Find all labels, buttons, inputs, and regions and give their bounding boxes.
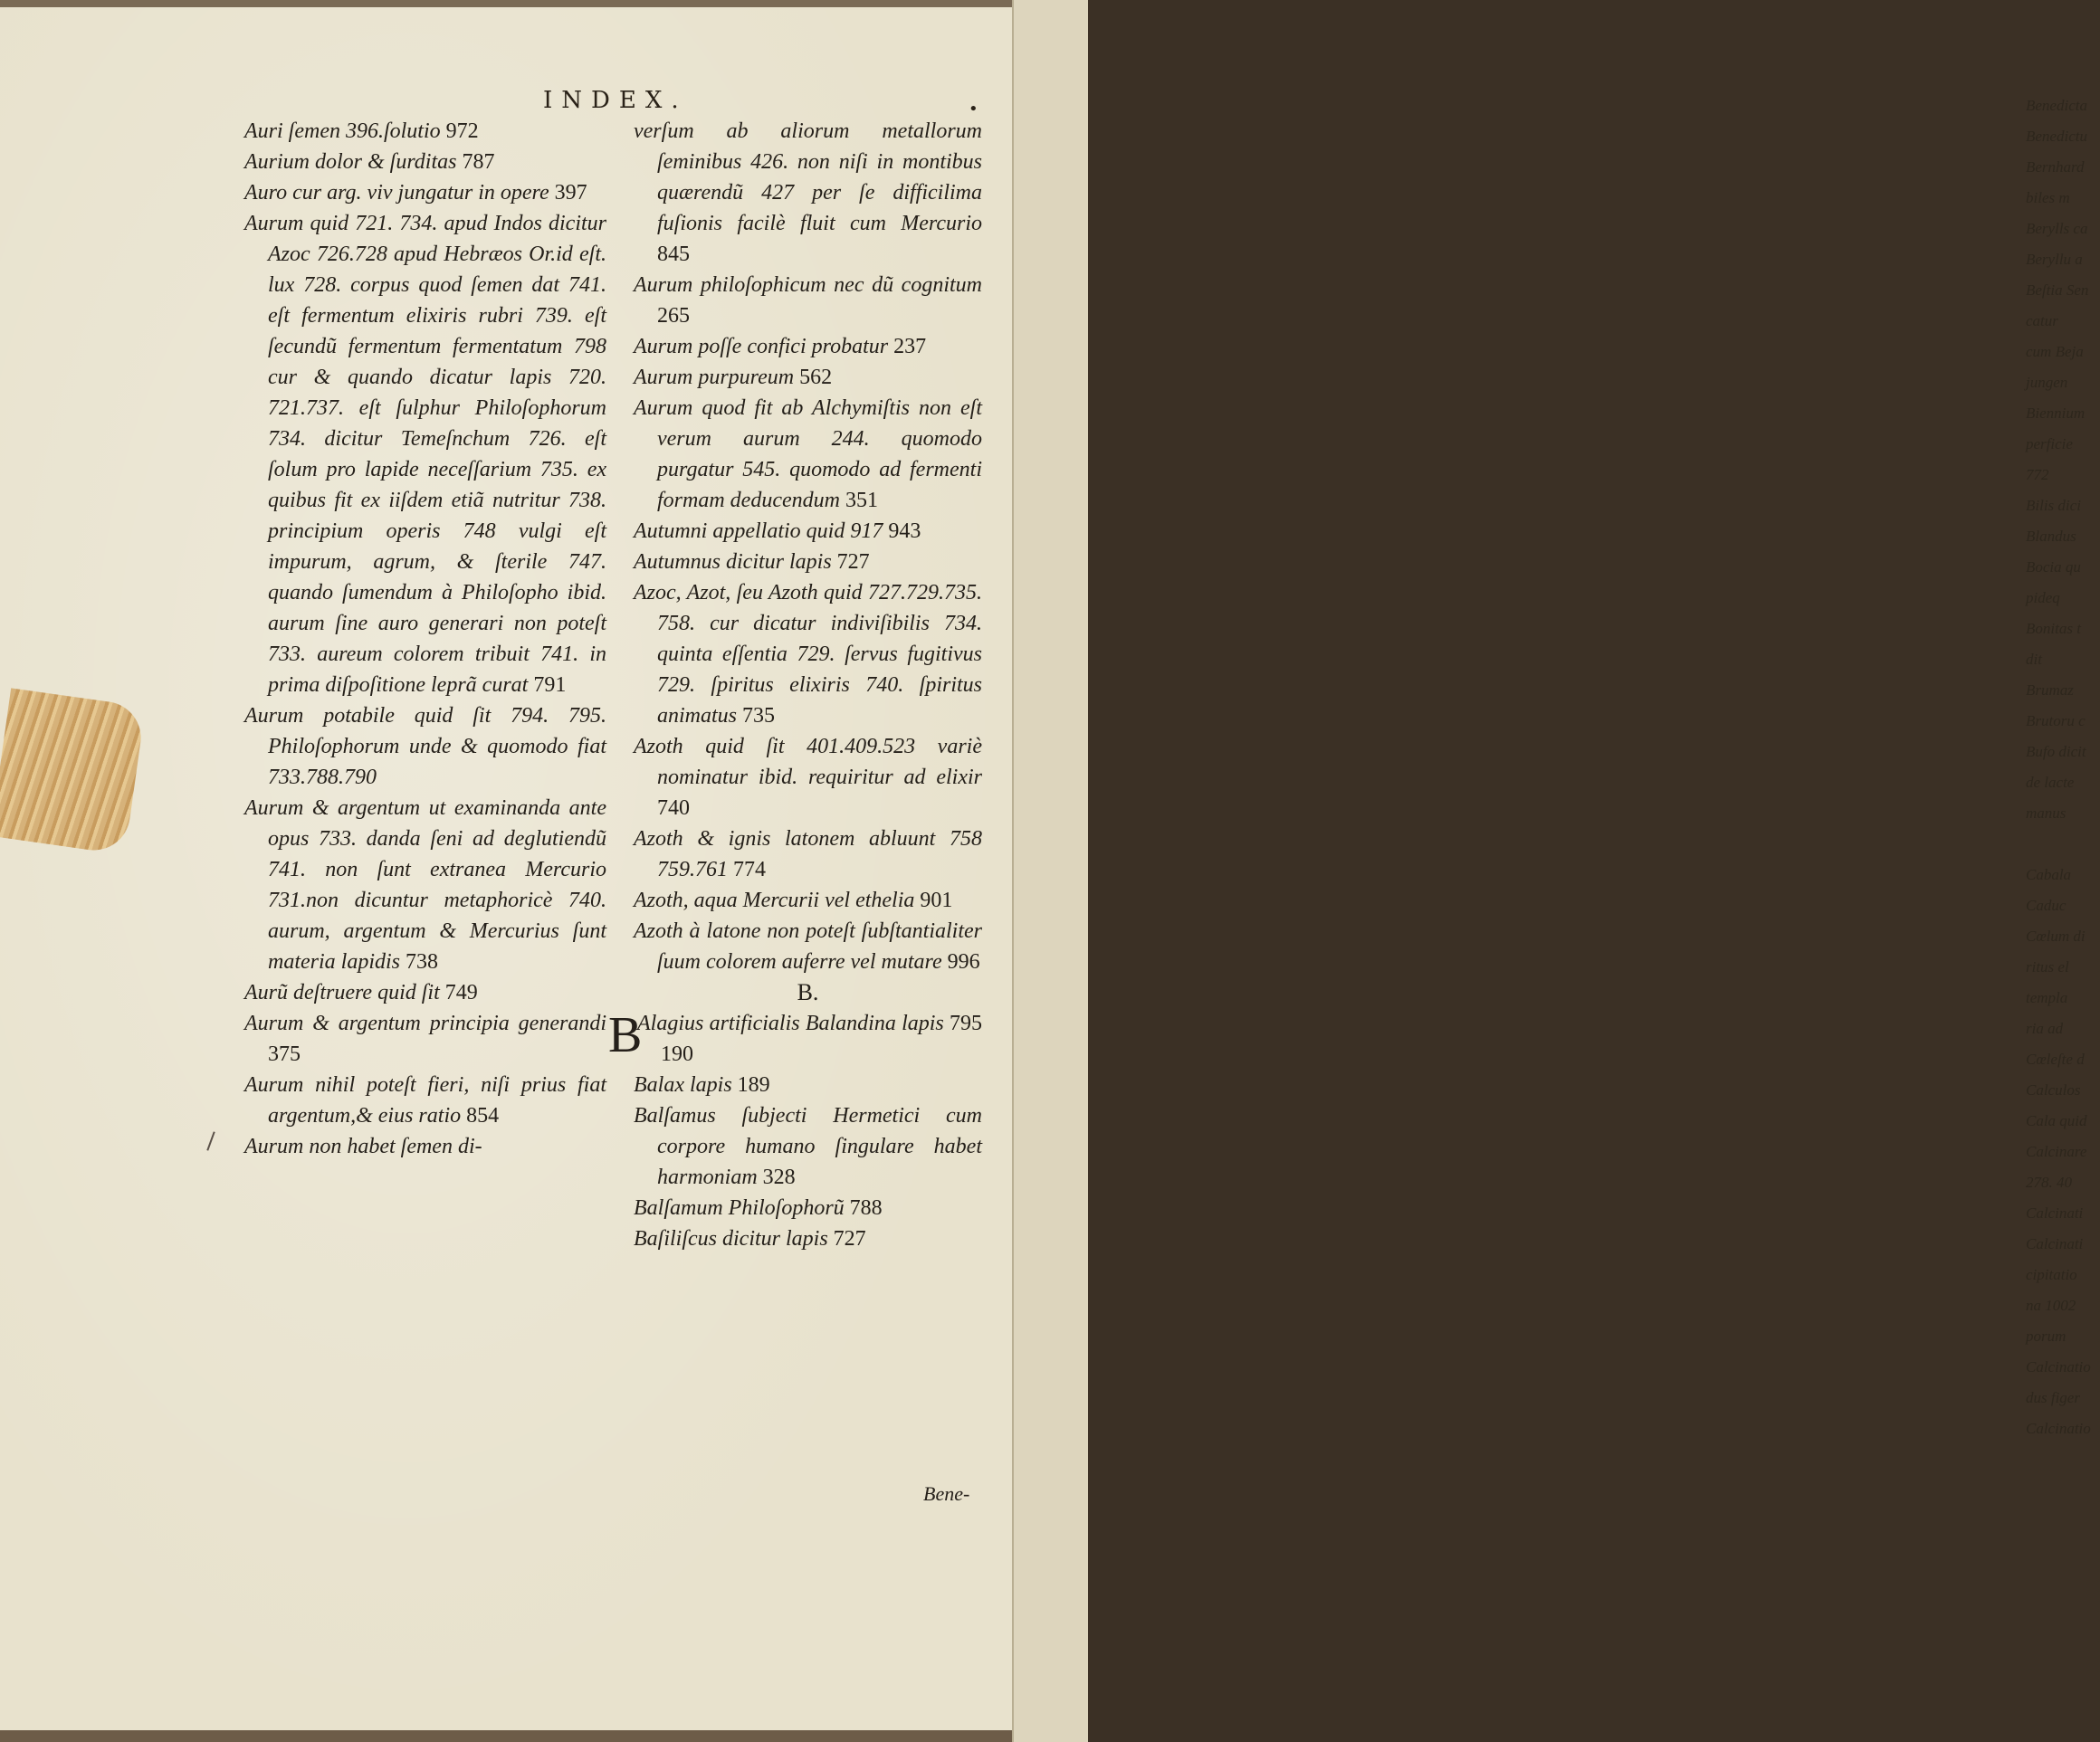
adjacent-page-line: catur <box>2026 312 2058 329</box>
drop-cap: B <box>608 1007 643 1063</box>
index-entry <box>634 270 982 331</box>
index-entry <box>634 547 982 577</box>
adjacent-page-line: manus <box>2026 804 2067 822</box>
adjacent-page-line: Cœlum di <box>2026 928 2086 945</box>
entry-page-number: 397 <box>554 181 587 205</box>
adjacent-page-line: dit <box>2026 651 2042 668</box>
entry-text: Baſiliſcus dicitur lapis <box>634 1227 834 1251</box>
adjacent-page-line: Benedicta <box>2026 97 2087 114</box>
entry-text: Auro cur arg. viv jungatur in opere <box>244 181 555 205</box>
index-entry <box>244 1131 606 1162</box>
index-entry <box>634 393 982 516</box>
adjacent-page-line: Blandus <box>2026 528 2076 545</box>
adjacent-page-line: ria ad <box>2026 1020 2064 1037</box>
entry-page-number: 854 <box>466 1104 500 1128</box>
entry-text: Aurum & argentum principia generandi <box>244 1012 606 1035</box>
entry-text: Alagius artificialis Balandina lapis <box>637 1012 950 1035</box>
brush-object <box>0 688 146 854</box>
index-entry <box>634 1193 982 1223</box>
entry-text: Aurũ deſtruere quid ſit <box>244 981 445 1004</box>
adjacent-page-text <box>2026 90 2100 1444</box>
index-entry <box>634 916 982 977</box>
adjacent-page-line: Cabala <box>2026 866 2072 883</box>
adjacent-page-line: na 1002 <box>2026 1297 2076 1314</box>
index-entry <box>634 823 982 885</box>
entry-page-number: 972 <box>445 119 479 143</box>
catchword: Bene- <box>923 1482 970 1505</box>
entry-text: verſum ab aliorum metallorum ſeminibus 426. non niſi in montibus quærendũ 427 per ſe difficilima fuſionis facilè fluit cum Mercurio <box>634 119 982 235</box>
adjacent-page-line: Calcinatio <box>2026 1358 2091 1376</box>
index-entry <box>634 1100 982 1193</box>
entry-page-number: 774 <box>733 858 766 881</box>
entry-text: Balax lapis <box>634 1073 738 1097</box>
entry-text: Aurum purpureum <box>634 366 800 389</box>
entry-page-number: 727 <box>836 550 870 574</box>
adjacent-page-line: Bocia qu <box>2026 558 2081 576</box>
adjacent-page-line: Beryllu a <box>2026 251 2083 268</box>
adjacent-page-line: Calcinati <box>2026 1204 2084 1222</box>
adjacent-page-line: Brumaz <box>2026 681 2074 699</box>
entry-page-number: 788 <box>849 1196 883 1220</box>
pencil-mark <box>206 1131 215 1150</box>
adjacent-page-line: Benedictu <box>2026 128 2087 145</box>
entry-text: Autumni appellatio quid 917 <box>634 519 889 543</box>
entry-page-number: 787 <box>462 150 495 174</box>
entry-text: Aurum potabile quid ſit 794. 795. Philoſophorum unde & quomodo fiat 733.788.790 <box>244 704 606 789</box>
adjacent-page-line: templa <box>2026 989 2068 1006</box>
index-entry <box>634 331 982 362</box>
entry-page-number: 901 <box>920 889 953 912</box>
adjacent-page-line: cum Beja <box>2026 343 2084 360</box>
adjacent-page-line: ritus el <box>2026 958 2069 976</box>
index-entry <box>634 577 982 731</box>
adjacent-page-line: Cala quid <box>2026 1112 2087 1129</box>
index-column-right <box>608 116 982 1254</box>
adjacent-page-line: Calculos <box>2026 1081 2081 1099</box>
entry-text: Aurum philoſophicum nec dũ cognitum <box>634 273 982 297</box>
adjacent-page-line: Calcinatio <box>2026 1420 2091 1437</box>
entry-text: Aurum poſſe confici probatur <box>634 335 894 358</box>
index-entry <box>244 177 606 208</box>
adjacent-page-line: Berylls ca <box>2026 220 2088 237</box>
entry-page-number: 791 <box>533 673 567 697</box>
adjacent-page-line: Bilis dici <box>2026 497 2081 514</box>
adjacent-page-line: cipitatio <box>2026 1266 2077 1283</box>
header-mark: • <box>969 100 978 119</box>
index-entry <box>634 1070 982 1100</box>
page-header: INDEX. <box>543 87 688 114</box>
entry-text: Aurum quid 721. 734. apud Indos dicitur Azoc 726.728 apud Hebræos Or.id eſt. lux 728. corpus quod ſemen dat 741. eſt fermentum elixiris rubri 739. eſt ſecundũ fermentum fermentatum 798 cur & quando dicatur lapis 720. 721.737. eſt ſulphur Philoſophorum 734. dicitur Temeſnchum 726. eſt ſolum pro lapide neceſſarium 735. ex quibus fit ex iiſdem etiã nutritur 738. principium operis 748 vulgi eſt impurum, agrum, & ſterile 747. quando ſumendum à Philoſopho ibid. aurum ſine auro generari non poteſt 733. aureum colorem tribuit 741. in prima diſpoſitione leprã curat <box>244 212 606 697</box>
index-entry <box>244 1070 606 1131</box>
entry-page-number: 740 <box>657 796 690 820</box>
adjacent-page-line: Bernhard <box>2026 158 2085 176</box>
index-entry <box>244 1008 606 1070</box>
entry-page-number: 562 <box>799 366 833 389</box>
index-column-left <box>244 116 606 1162</box>
index-entry <box>634 116 982 270</box>
entry-text: Aurum non habet ſemen di- <box>244 1135 482 1158</box>
adjacent-page-line: de lacte <box>2026 774 2075 791</box>
entry-text: Balſamum Philoſophorũ <box>634 1196 850 1220</box>
index-entry <box>244 147 606 177</box>
entry-text: Azoth, aqua Mercurii vel ethelia <box>634 889 921 912</box>
entry-text: Azoth à latone non poteſt ſubſtantialiter ſuum colorem auferre vel mutare <box>634 919 982 974</box>
entry-page-number: 189 <box>737 1073 770 1097</box>
entry-page-number: 845 <box>657 243 690 266</box>
adjacent-page-line: perficie <box>2026 435 2073 452</box>
adjacent-page-line: Calcinati <box>2026 1235 2084 1252</box>
page-top-edge <box>0 0 1016 7</box>
entry-text: Azoth & ignis latonem abluunt 758 759.761 <box>634 827 982 881</box>
entry-page-number: 738 <box>406 950 439 974</box>
adjacent-page-line: dus figer <box>2026 1389 2080 1406</box>
adjacent-page-line: Bufo dicit <box>2026 743 2086 760</box>
entry-text: Aurum & argentum ut examinanda ante opus 733. danda ſeni ad deglutiendũ 741. non ſunt extranea Mercurio 731.non dicuntur metaphoricè 740. aurum, argentum & Mercurius ſunt materia lapidis <box>244 796 606 974</box>
adjacent-page-line: Beſtia Sen <box>2026 281 2089 299</box>
adjacent-page-line: porum <box>2026 1328 2067 1345</box>
adjacent-page-line: Cœleſte d <box>2026 1051 2085 1068</box>
index-entry <box>634 362 982 393</box>
index-entry <box>608 1007 982 1070</box>
index-entry <box>244 977 606 1008</box>
adjacent-page-line: 278. 40 <box>2026 1174 2072 1191</box>
entry-text: Aurum quod fit ab Alchymiſtis non eſt verum aurum 244. quomodo purgatur 545. quomodo ad fermenti formam deducendum <box>634 396 982 512</box>
entry-text: Azoth quid ſit 401.409.523 variè nominatur ibid. requiritur ad elixir <box>634 735 982 789</box>
adjacent-page-line: biles m <box>2026 189 2070 206</box>
adjacent-page-line: Biennium <box>2026 405 2086 422</box>
index-entry <box>634 1223 982 1254</box>
entry-page-number: 727 <box>833 1227 866 1251</box>
entry-page-number: 351 <box>845 489 878 512</box>
adjacent-page-line <box>2026 829 2100 860</box>
entry-page-number: 265 <box>657 304 690 328</box>
entry-page-number: 375 <box>268 1042 301 1066</box>
entry-text: Auri ſemen 396.ſolutio <box>244 119 446 143</box>
entry-page-number: 328 <box>762 1166 796 1189</box>
section-heading: B. <box>797 979 819 1005</box>
adjacent-page <box>1012 0 2091 1742</box>
adjacent-page-line: pideq <box>2026 589 2060 606</box>
entry-text: Aurum nihil poteſt fieri, niſi prius fiat argentum,& eius ratio <box>244 1073 606 1128</box>
entry-text: Balſamus ſubjecti Hermetici cum corpore humano ſingulare habet harmoniam <box>634 1104 982 1189</box>
index-entry <box>634 731 982 823</box>
entry-page-number: 237 <box>893 335 927 358</box>
page-bottom-edge <box>0 1730 1016 1742</box>
entry-text: Aurium dolor & ſurditas <box>244 150 463 174</box>
adjacent-page-line: Calcinare <box>2026 1143 2087 1160</box>
entry-page-number: 943 <box>888 519 921 543</box>
index-entry <box>634 516 982 547</box>
index-entry <box>244 700 606 793</box>
entry-page-number: 749 <box>444 981 478 1004</box>
entry-page-number: 735 <box>742 704 776 728</box>
adjacent-page-line: Brutoru c <box>2026 712 2086 729</box>
adjacent-page-line: 772 <box>2026 466 2049 483</box>
adjacent-page-line: Bonitas t <box>2026 620 2081 637</box>
index-entry <box>244 793 606 977</box>
entry-text: Autumnus dicitur lapis <box>634 550 837 574</box>
adjacent-page-line: jungen <box>2026 374 2068 391</box>
entry-text: Azoc, Azot, ſeu Azoth quid 727.729.735. 758. cur dicatur indiviſibilis 734. quinta eſſentia 729. ſervus fugitivus 729. ſpiritus elixiris 740. ſpiritus animatus <box>634 581 982 728</box>
book-page <box>0 0 1016 1742</box>
index-entry <box>244 116 606 147</box>
index-entry <box>634 885 982 916</box>
adjacent-page-line: Caduc <box>2026 897 2067 914</box>
entry-page-number: 996 <box>947 950 980 974</box>
entry-page-number: 795 190 <box>661 1012 982 1066</box>
index-entry <box>244 208 606 700</box>
